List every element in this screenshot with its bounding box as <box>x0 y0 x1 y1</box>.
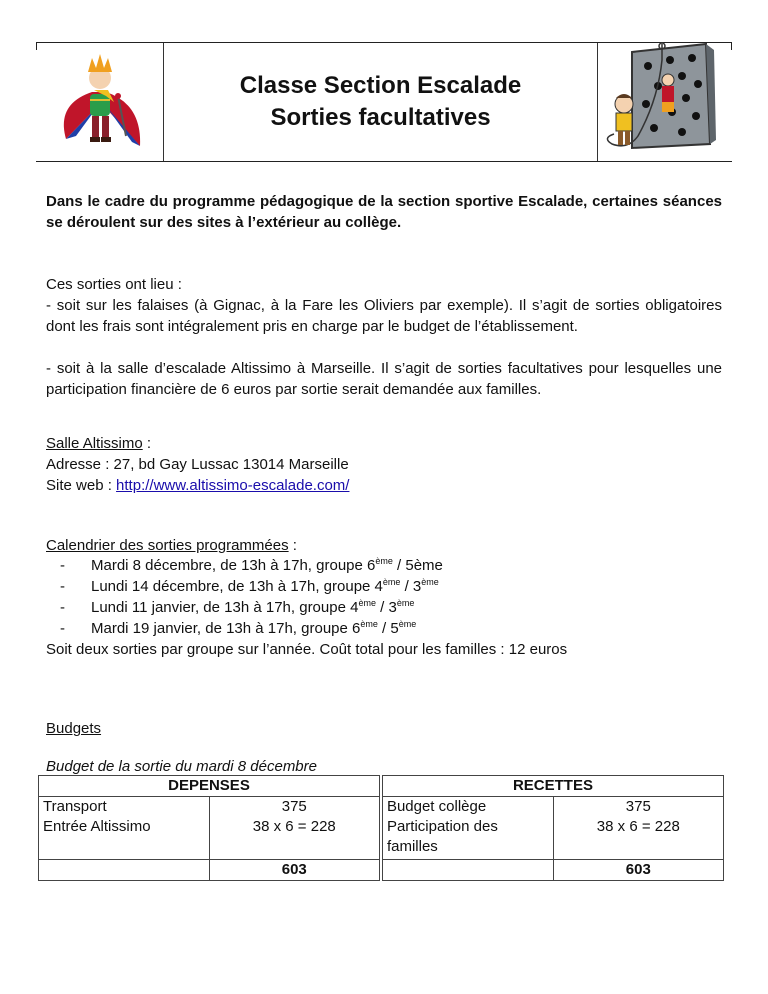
salle-heading: Salle Altissimo : <box>46 435 152 452</box>
sorties-lead: Ces sorties ont lieu : <box>46 276 182 293</box>
page-title-line1: Classe Section Escalade <box>239 72 522 99</box>
header-right-tick <box>731 42 732 50</box>
table-row <box>39 776 724 797</box>
calendar-item: - Mardi 19 janvier, de 13h à 17h, groupe 6ème / 5ème <box>60 619 417 637</box>
header-bottom-border <box>36 161 732 162</box>
recettes-header: RECETTES <box>382 776 723 797</box>
rec-total: 603 <box>553 859 723 880</box>
rec-value: 38 x 6 = 228 <box>553 817 723 859</box>
table-row <box>39 859 724 880</box>
calendar-item: - Lundi 14 décembre, de 13h à 17h, groupe 4ème / 3ème <box>60 577 439 595</box>
dep-total: 603 <box>209 859 379 880</box>
calendar-item: - Lundi 11 janvier, de 13h à 17h, groupe 4ème / 3ème <box>60 598 415 616</box>
salle-address: Adresse : 27, bd Gay Lussac 13014 Marseille <box>46 456 349 473</box>
salle-website: Site web : http://www.altissimo-escalade.com/ <box>46 477 350 494</box>
title-block <box>163 43 598 161</box>
calendar-heading: Calendrier des sorties programmées : <box>46 537 297 554</box>
header-left-tick <box>36 42 37 50</box>
calendar-list <box>46 555 722 639</box>
sorties-point-falaises: - soit sur les falaises (à Gignac, à la Fare les Oliviers par exemple). Il s’agit de sorties obligatoires dont les frais sont intégralement pris en charge par le budget de l’établissement. <box>46 297 722 335</box>
depenses-header: DEPENSES <box>39 776 380 797</box>
table-row <box>39 797 724 818</box>
calendar-heading-label: Calendrier des sorties programmées <box>46 537 289 554</box>
calendar-item: - Mardi 8 décembre, de 13h à 17h, groupe 6ème / 5ème <box>60 556 443 574</box>
dep-label: Entrée Altissimo <box>39 817 210 859</box>
rec-value: 375 <box>553 797 723 818</box>
dep-value: 38 x 6 = 228 <box>209 817 379 859</box>
website-link[interactable]: http://www.altissimo-escalade.com/ <box>116 477 350 494</box>
calendar-summary: Soit deux sorties par groupe sur l’année. Coût total pour les familles : 12 euros <box>46 641 568 658</box>
rec-label: Budget collège <box>382 797 553 818</box>
sorties-point-altissimo: - soit à la salle d’escalade Altissimo à Marseille. Il s’agit de sorties facultatives pour lesquelles une participation financière de 6 euros par sortie serait demandée aux familles. <box>46 360 722 398</box>
budgets-heading: Budgets <box>46 720 102 737</box>
address-value: 27, bd Gay Lussac 13014 Marseille <box>113 456 349 473</box>
budget-subtitle: Budget de la sortie du mardi 8 décembre <box>46 758 317 775</box>
intro-paragraph: Dans le cadre du programme pédagogique de la section sportive Escalade, certaines séances se déroulent sur des sites à l’extérieur au collège. <box>46 193 722 231</box>
climbing-wall-illustration <box>598 40 718 158</box>
salle-label: Salle Altissimo <box>46 435 143 452</box>
dep-value: 375 <box>209 797 379 818</box>
table-row <box>39 817 724 859</box>
page-title-line2: Sorties facultatives <box>270 104 491 131</box>
rec-label: Participation des familles <box>382 817 553 859</box>
little-prince-illustration <box>46 44 158 160</box>
dep-label: Transport <box>39 797 210 818</box>
budget-table <box>38 775 724 881</box>
